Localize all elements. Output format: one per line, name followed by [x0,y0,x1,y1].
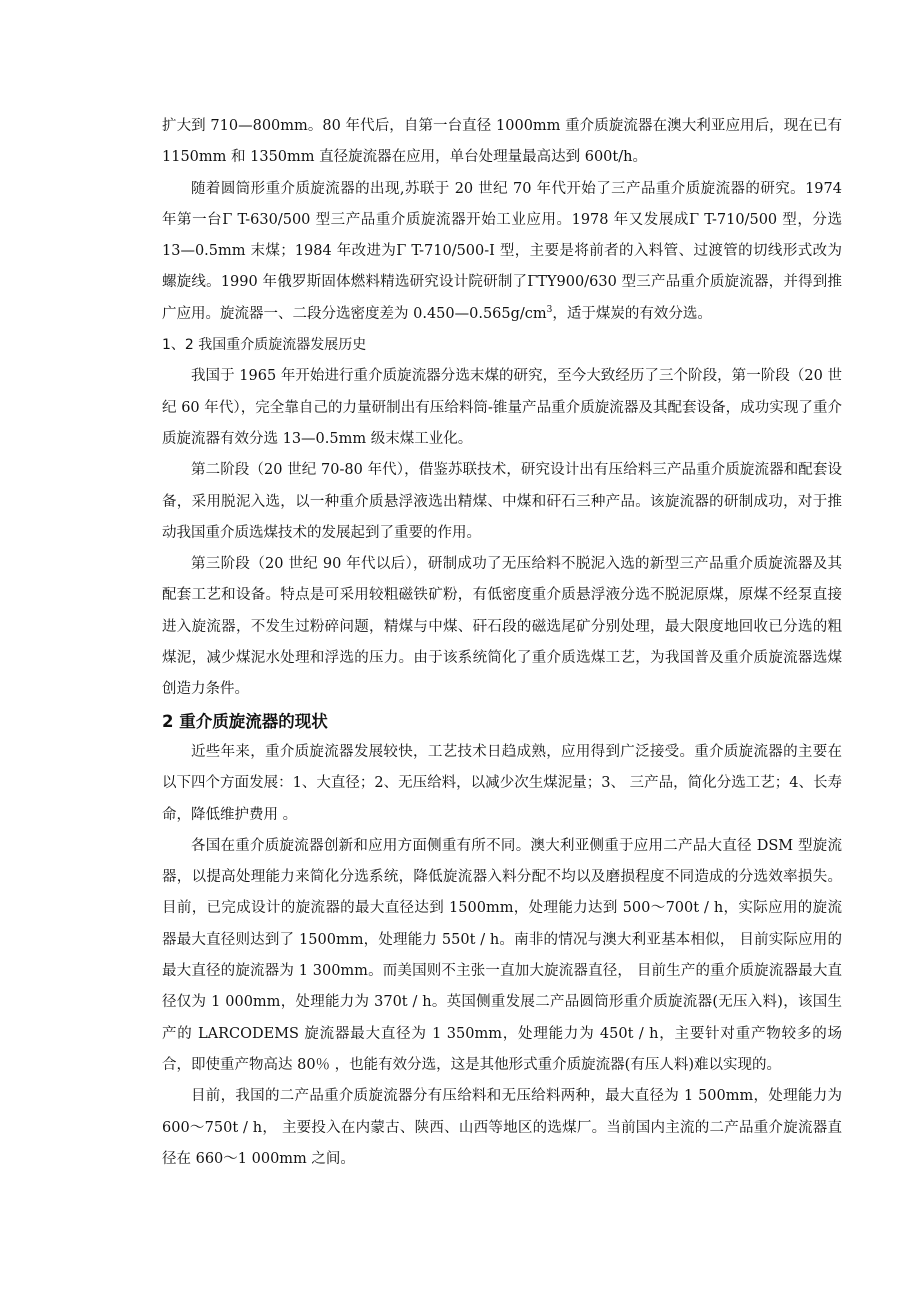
paragraph-stage-one: 我国于 1965 年开始进行重介质旋流器分选末煤的研究，至今大致经历了三个阶段，第一阶段（20 世纪 60 年代），完全靠自己的力量研制出有压给料筒-锥量产品重介质旋流器及其配套设备，成功实现了重介质旋流器有效分选 13—0.5mm 级末煤工业化。 [162,368,842,447]
paragraph-stage-two: 第二阶段（20 世纪 70-80 年代），借鉴苏联技术，研究设计出有压给料三产品重介质旋流器和配套设备，采用脱泥入选，以一种重介质悬浮液选出精煤、中煤和矸石三种产品。该旋流器的研制成功，对于推动我国重介质选煤技术的发展起到了重要的作用。 [162,462,842,541]
paragraph-stage-three: 第三阶段（20 世纪 90 年代以后），研制成功了无压给料不脱泥入选的新型三产品重介质旋流器及其配套工艺和设备。特点是可采用较粗磁铁矿粉，有低密度重介质悬浮液分选不脱泥原煤，原煤不经泵直接进入旋流器，不发生过粉碎问题，精煤与中煤、矸石段的磁选尾矿分别处理，最大限度地回收已分选的粗煤泥，减少煤泥水处理和浮选的压力。由于该系统简化了重介质选煤工艺，为我国普及重介质旋流器选煤创造力条件。 [162,556,842,698]
paragraph-text: 随着圆筒形重介质旋流器的出现,苏联于 20 世纪 70 年代开始了三产品重介质旋流器的研究。1974 年第一台Γ T-630/500 型三产品重介质旋流器开始工业应用。1978 年又发展成Γ T-710/500 型，分选 13—0.5mm 末煤；1984 年改进为Γ T-710/500-I 型，主要是将前者的入料管、过渡管的切线形式改为螺旋线。1990 年俄罗斯固体燃料精选研究设计院研制了ΓTY900/630 型三产品重介质旋流器，并得到推广应用。旋流器一、二段分选密度差为 0.450—0.565g/cm [162,180,842,322]
paragraph-recent-development: 近些年来，重介质旋流器发展较快，工艺技术日趋成熟，应用得到广泛接受。重介质旋流器的主要在以下四个方面发展：1、大直径；2、无压给料，以减少次生煤泥量；3、 三产品，简化分选工艺；4、长寿命，降低维护费用 。 [162,743,842,823]
paragraph-text-tail: ，适于煤炭的有效分选。 [552,305,712,322]
paragraph-international-comparison: 各国在重介质旋流器创新和应用方面侧重有所不同。澳大利亚侧重于应用二产品大直径 DSM 型旋流器，以提高处理能力来简化分选系统，降低旋流器入料分配不均以及磨损程度不同造成的分选效率损失。目前，已完成设计的旋流器的最大直径达到 1500mm，处理能力达到 500～700t / h，实际应用的旋流器最大直径则达到了 1500mm，处理能力 550t / h。南非的情况与澳大利亚基本相似， 目前实际应用的最大直径的旋流器为 1 300mm。而美国则不主张一直加大旋流器直径， 目前生产的重介质旋流器最大直径仅为 1 000mm，处理能力为 370t / h。英国侧重发展二产品圆筒形重介质旋流器(无压入料)，该国生产的 LARCODEMS 旋流器最大直径为 1 350mm，处理能力为 450t / h，主要针对重产物较多的场合，即使重产物高达 80％ ，也能有效分选，这是其他形式重介质旋流器(有压人料)难以实现的。 [162,837,842,1073]
document-body [162,111,842,1175]
section-heading-1-2: 1、2 我国重介质旋流器发展历史 [162,337,367,354]
section-heading-2: 2 重介质旋流器的现状 [162,711,328,731]
paragraph-china-status: 目前，我国的二产品重介质旋流器分有压给料和无压给料两种，最大直径为 1 500mm，处理能力为 600～750t / h， 主要投入在内蒙古、陕西、山西等地区的选煤厂。当前国内主流的二产品重介旋流器直径在 660～1 000mm 之间。 [162,1088,842,1167]
paragraph-soviet-three-product [162,174,842,330]
paragraph-history-intl-end: 扩大到 710—800mm。80 年代后，自第一台直径 1000mm 重介质旋流器在澳大利亚应用后，现在已有 1150mm 和 1350mm 直径旋流器在应用，单台处理量最高达到 600t/h。 [162,118,842,166]
superscript-3: 3 [546,304,553,315]
